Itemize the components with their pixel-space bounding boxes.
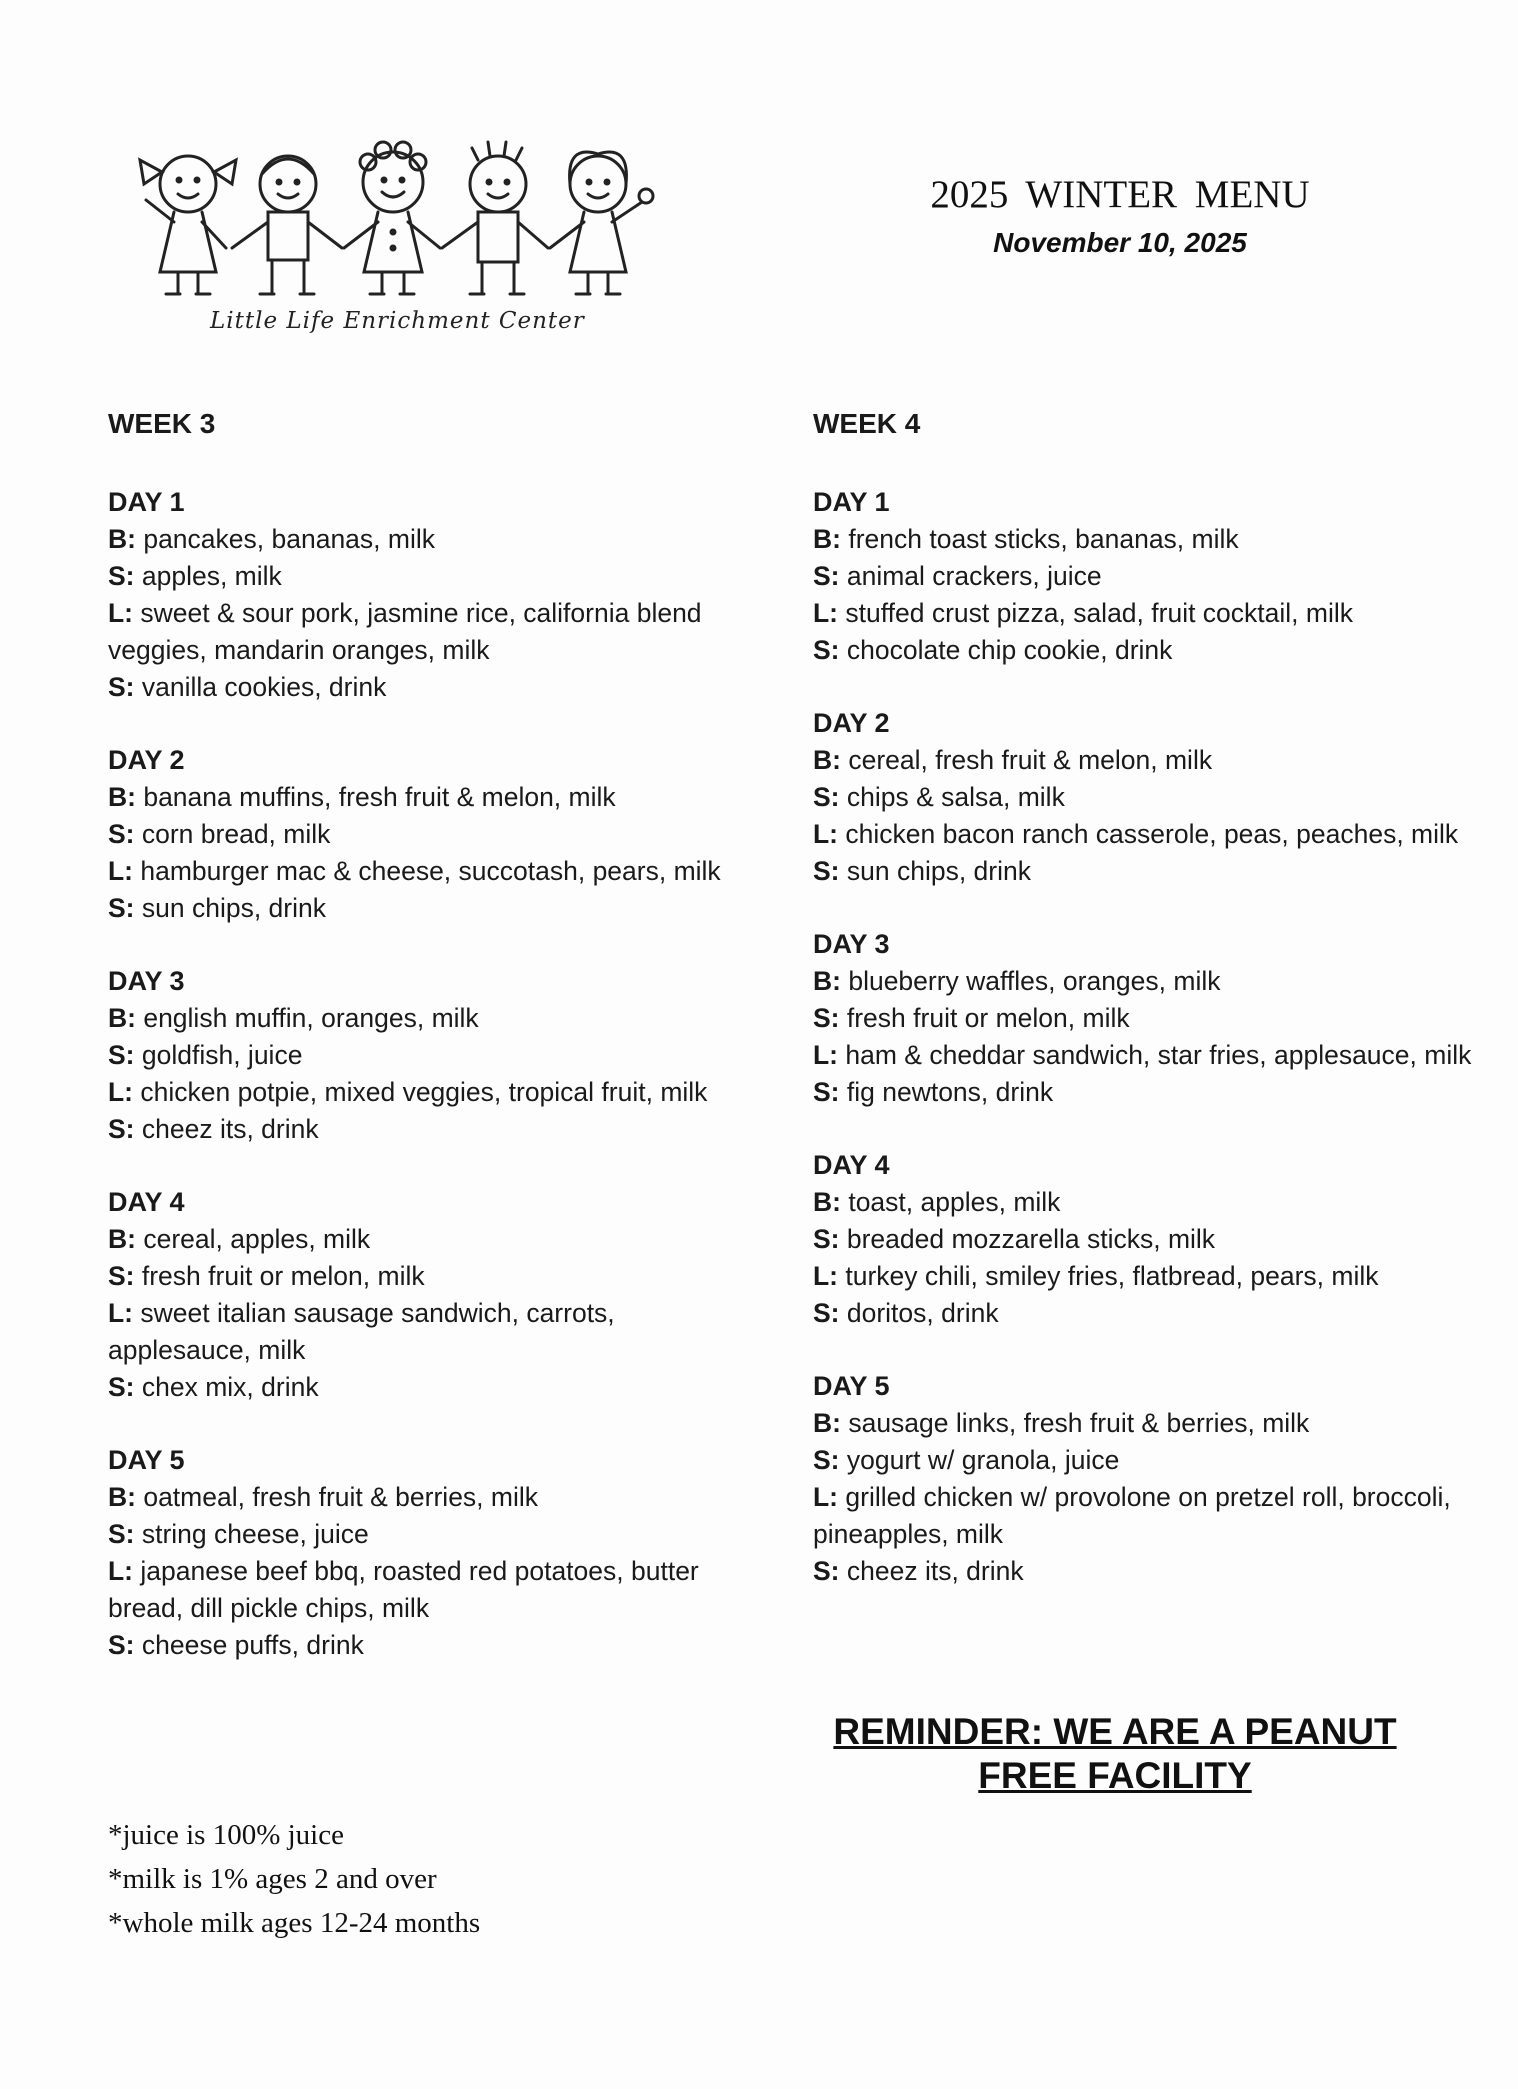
logo bbox=[118, 136, 678, 346]
meal-snack: S: cheez its, drink bbox=[813, 1556, 1024, 1586]
meal-breakfast: B: oatmeal, fresh fruit & berries, milk bbox=[108, 1482, 539, 1512]
day-title: DAY 3 bbox=[108, 966, 185, 996]
meal-snack: S: cheez its, drink bbox=[108, 1114, 319, 1144]
logo-caption: Little Life Enrichment Center bbox=[210, 308, 585, 334]
meal-snack: S: vanilla cookies, drink bbox=[108, 672, 387, 702]
day-title: DAY 3 bbox=[813, 929, 890, 959]
meal-breakfast: B: pancakes, bananas, milk bbox=[108, 524, 435, 554]
day-title: DAY 1 bbox=[108, 487, 185, 517]
meal-lunch: L: turkey chili, smiley fries, flatbread, pears, milk bbox=[813, 1261, 1379, 1291]
meal-snack: S: fig newtons, drink bbox=[813, 1077, 1054, 1107]
day-block bbox=[813, 1368, 1473, 1590]
week-heading: WEEK 3 bbox=[108, 408, 216, 439]
day-title: DAY 4 bbox=[108, 1187, 185, 1217]
day-block bbox=[813, 926, 1473, 1111]
meal-lunch: L: sweet & sour pork, jasmine rice, california blend veggies, mandarin oranges, milk bbox=[108, 598, 702, 665]
meal-lunch: L: stuffed crust pizza, salad, fruit cocktail, milk bbox=[813, 598, 1353, 628]
day-block bbox=[108, 1442, 748, 1664]
week-3-column bbox=[108, 408, 748, 1700]
meal-snack: S: string cheese, juice bbox=[108, 1519, 369, 1549]
child-2 bbox=[232, 156, 342, 294]
note-juice: *juice is 100% juice bbox=[108, 1819, 344, 1851]
day-block bbox=[108, 1184, 748, 1406]
page-title: 2025 WINTER MENU bbox=[930, 173, 1310, 216]
meal-snack: S: sun chips, drink bbox=[108, 893, 326, 923]
note-milk: *milk is 1% ages 2 and over bbox=[108, 1863, 437, 1895]
meal-lunch: L: chicken bacon ranch casserole, peas, peaches, milk bbox=[813, 819, 1459, 849]
title-block bbox=[870, 172, 1370, 259]
day-block bbox=[108, 484, 748, 706]
day-block bbox=[108, 742, 748, 927]
day-title: DAY 1 bbox=[813, 487, 890, 517]
meal-lunch: L: ham & cheddar sandwich, star fries, applesauce, milk bbox=[813, 1040, 1472, 1070]
children-holding-hands-logo bbox=[118, 136, 678, 306]
day-block bbox=[108, 963, 748, 1148]
meal-snack: S: doritos, drink bbox=[813, 1298, 999, 1328]
meal-breakfast: B: cereal, apples, milk bbox=[108, 1224, 371, 1254]
meal-lunch: L: hamburger mac & cheese, succotash, pears, milk bbox=[108, 856, 721, 886]
meal-breakfast: B: cereal, fresh fruit & melon, milk bbox=[813, 745, 1213, 775]
day-title: DAY 4 bbox=[813, 1150, 890, 1180]
notes bbox=[108, 1813, 480, 1945]
week-heading: WEEK 4 bbox=[813, 408, 921, 439]
meal-breakfast: B: blueberry waffles, oranges, milk bbox=[813, 966, 1221, 996]
peanut-free-reminder: REMINDER: WE ARE A PEANUT FREE FACILITY bbox=[833, 1711, 1397, 1796]
day-block bbox=[813, 705, 1473, 890]
meal-lunch: L: sweet italian sausage sandwich, carrots, applesauce, milk bbox=[108, 1298, 615, 1365]
meal-snack: S: chips & salsa, milk bbox=[813, 782, 1065, 812]
day-title: DAY 5 bbox=[813, 1371, 890, 1401]
meal-breakfast: B: french toast sticks, bananas, milk bbox=[813, 524, 1239, 554]
meal-snack: S: corn bread, milk bbox=[108, 819, 331, 849]
child-4 bbox=[442, 142, 548, 294]
day-title: DAY 5 bbox=[108, 1445, 185, 1475]
day-block bbox=[813, 1147, 1473, 1332]
meal-lunch: L: grilled chicken w/ provolone on pretzel roll, broccoli, pineapples, milk bbox=[813, 1482, 1451, 1549]
meal-snack: S: yogurt w/ granola, juice bbox=[813, 1445, 1120, 1475]
day-title: DAY 2 bbox=[108, 745, 185, 775]
meal-snack: S: fresh fruit or melon, milk bbox=[813, 1003, 1130, 1033]
meal-snack: S: breaded mozzarella sticks, milk bbox=[813, 1224, 1216, 1254]
meal-lunch: L: chicken potpie, mixed veggies, tropical fruit, milk bbox=[108, 1077, 708, 1107]
menu-date: November 10, 2025 bbox=[993, 227, 1247, 258]
child-3 bbox=[344, 142, 440, 294]
meal-breakfast: B: banana muffins, fresh fruit & melon, milk bbox=[108, 782, 616, 812]
meal-lunch: L: japanese beef bbq, roasted red potatoes, butter bread, dill pickle chips, milk bbox=[108, 1556, 699, 1623]
meal-breakfast: B: toast, apples, milk bbox=[813, 1187, 1061, 1217]
meal-snack: S: fresh fruit or melon, milk bbox=[108, 1261, 425, 1291]
child-1 bbox=[140, 156, 236, 294]
day-block bbox=[813, 484, 1473, 669]
meal-breakfast: B: english muffin, oranges, milk bbox=[108, 1003, 479, 1033]
week-4-column bbox=[813, 408, 1473, 1626]
child-5 bbox=[550, 152, 653, 294]
day-title: DAY 2 bbox=[813, 708, 890, 738]
meal-snack: S: animal crackers, juice bbox=[813, 561, 1102, 591]
meal-breakfast: B: sausage links, fresh fruit & berries, milk bbox=[813, 1408, 1310, 1438]
meal-snack: S: cheese puffs, drink bbox=[108, 1630, 364, 1660]
note-whole-milk: *whole milk ages 12-24 months bbox=[108, 1907, 481, 1939]
meal-snack: S: sun chips, drink bbox=[813, 856, 1031, 886]
meal-snack: S: chex mix, drink bbox=[108, 1372, 319, 1402]
meal-snack: S: chocolate chip cookie, drink bbox=[813, 635, 1173, 665]
meal-snack: S: apples, milk bbox=[108, 561, 282, 591]
meal-snack: S: goldfish, juice bbox=[108, 1040, 303, 1070]
